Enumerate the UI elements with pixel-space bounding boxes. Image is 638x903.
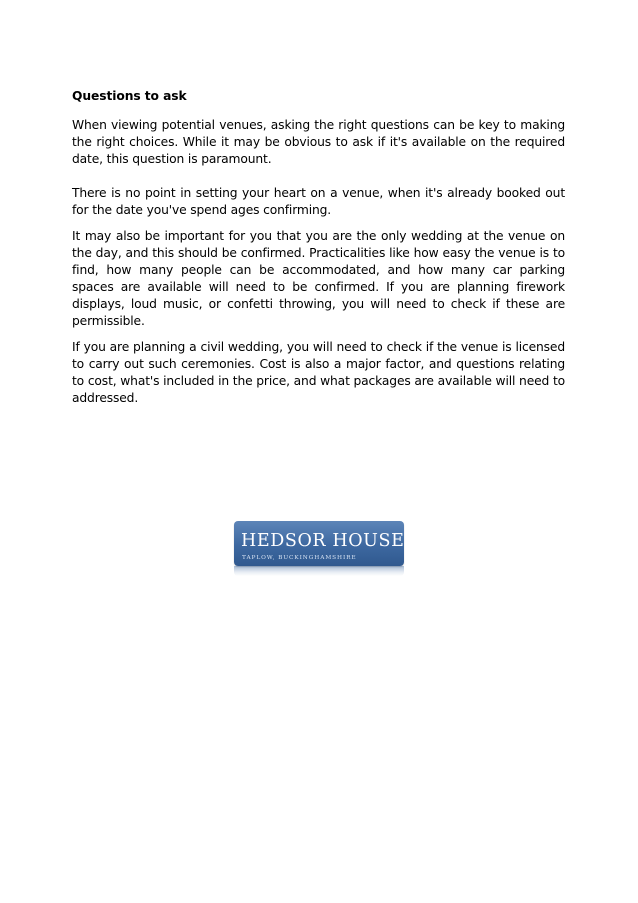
section-heading: Questions to ask: [72, 89, 187, 103]
document-body: [72, 88, 565, 407]
paragraph-1: When viewing potential venues, asking the right questions can be key to making the right choices. While it may be obvious to ask if it's available on the required date, this question is paramount.: [72, 118, 565, 166]
hedsor-house-logo: [234, 521, 404, 576]
paragraph-2: There is no point in setting your heart on a venue, when it's already booked out for the date you've spend ages confirming.: [72, 186, 565, 217]
logo-title: HEDSOR HOUSE: [241, 531, 405, 551]
paragraph-4: If you are planning a civil wedding, you will need to check if the venue is licensed to carry out such ceremonies. Cost is also a major factor, and questions relating to cost, what's included in the price, and what packages are available will need to addressed.: [72, 340, 565, 405]
paragraph-3: It may also be important for you that you are the only wedding at the venue on the day, and this should be confirmed. Practicalities like how easy the venue is to find, how many people can be accommodated, and how many car parking spaces are available will need to be confirmed. If you are planning firework displays, loud music, or confetti throwing, you will need to check if these are permissible.: [72, 229, 565, 328]
logo-plate: [234, 521, 404, 566]
logo-subtitle: TAPLOW, BUCKINGHAMSHIRE: [242, 555, 357, 561]
logo-reflection: [234, 566, 404, 576]
